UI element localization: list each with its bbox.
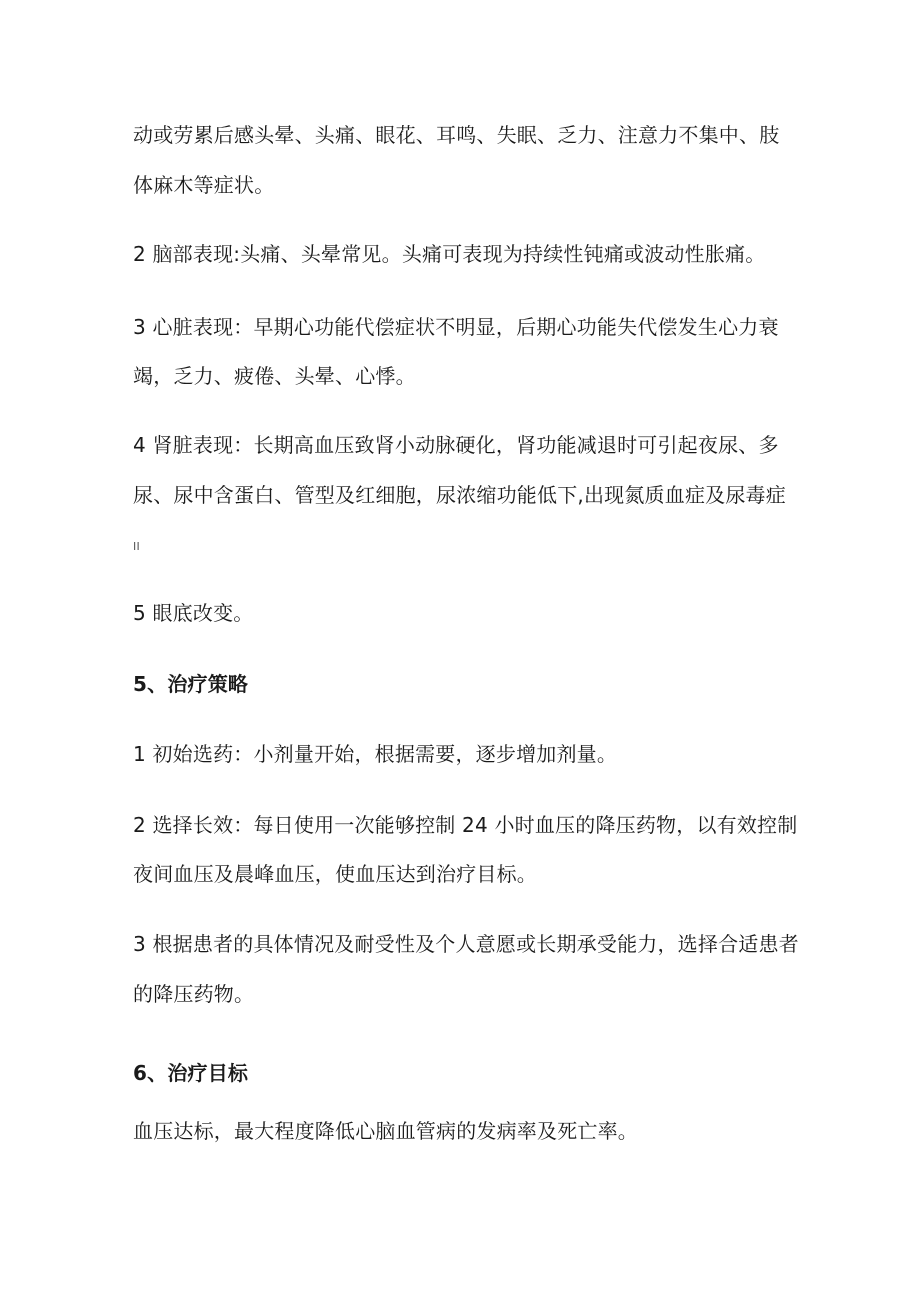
kidney-symptoms-line-1: 4 肾脏表现：长期高血压致肾小动脉硬化，肾功能减退时可引起夜尿、多 bbox=[133, 433, 779, 457]
section-number: 6、 bbox=[133, 1061, 168, 1085]
section-title: 治疗目标 bbox=[167, 1061, 249, 1085]
kidney-symptoms-mark: II bbox=[133, 540, 140, 553]
treatment-goal-paragraph: 血压达标，最大程度降低心脑血管病的发病率及死亡率。 bbox=[133, 1119, 638, 1143]
strategy-individualized-line-1: 3 根据患者的具体情况及耐受性及个人意愿或长期承受能力，选择合适患者 bbox=[133, 932, 799, 956]
fundus-change-paragraph: 5 眼底改变。 bbox=[133, 601, 254, 625]
strategy-long-acting-line-1: 2 选择长效：每日使用一次能够控制 24 小时血压的降压药物，以有效控制 bbox=[133, 813, 798, 837]
intro-line-2: 体麻木等症状。 bbox=[133, 173, 275, 197]
strategy-individualized-line-2: 的降压药物。 bbox=[133, 982, 255, 1006]
kidney-symptoms-line-2: 尿、尿中含蛋白、管型及红细胞，尿浓缩功能低下,出现氮质血症及尿毒症 bbox=[133, 483, 786, 507]
section-heading-treatment-strategy bbox=[133, 670, 248, 698]
heart-symptoms-line-2: 竭，乏力、疲倦、头晕、心悸。 bbox=[133, 364, 416, 388]
strategy-long-acting-line-2: 夜间血压及晨峰血压，使血压达到治疗目标。 bbox=[133, 862, 537, 886]
strategy-initial-drug: 1 初始选药：小剂量开始，根据需要，逐步增加剂量。 bbox=[133, 742, 618, 766]
heart-symptoms-line-1: 3 心脏表现：早期心功能代偿症状不明显，后期心功能失代偿发生心力衰 bbox=[133, 315, 779, 339]
intro-line-1: 动或劳累后感头晕、头痛、眼花、耳鸣、失眠、乏力、注意力不集中、肢 bbox=[133, 123, 780, 147]
section-title: 治疗策略 bbox=[167, 672, 249, 696]
section-number: 5、 bbox=[133, 672, 168, 696]
section-heading-treatment-goal bbox=[133, 1059, 248, 1087]
brain-symptoms-paragraph: 2 脑部表现:头痛、头晕常见。头痛可表现为持续性钝痛或波动性胀痛。 bbox=[133, 242, 766, 266]
